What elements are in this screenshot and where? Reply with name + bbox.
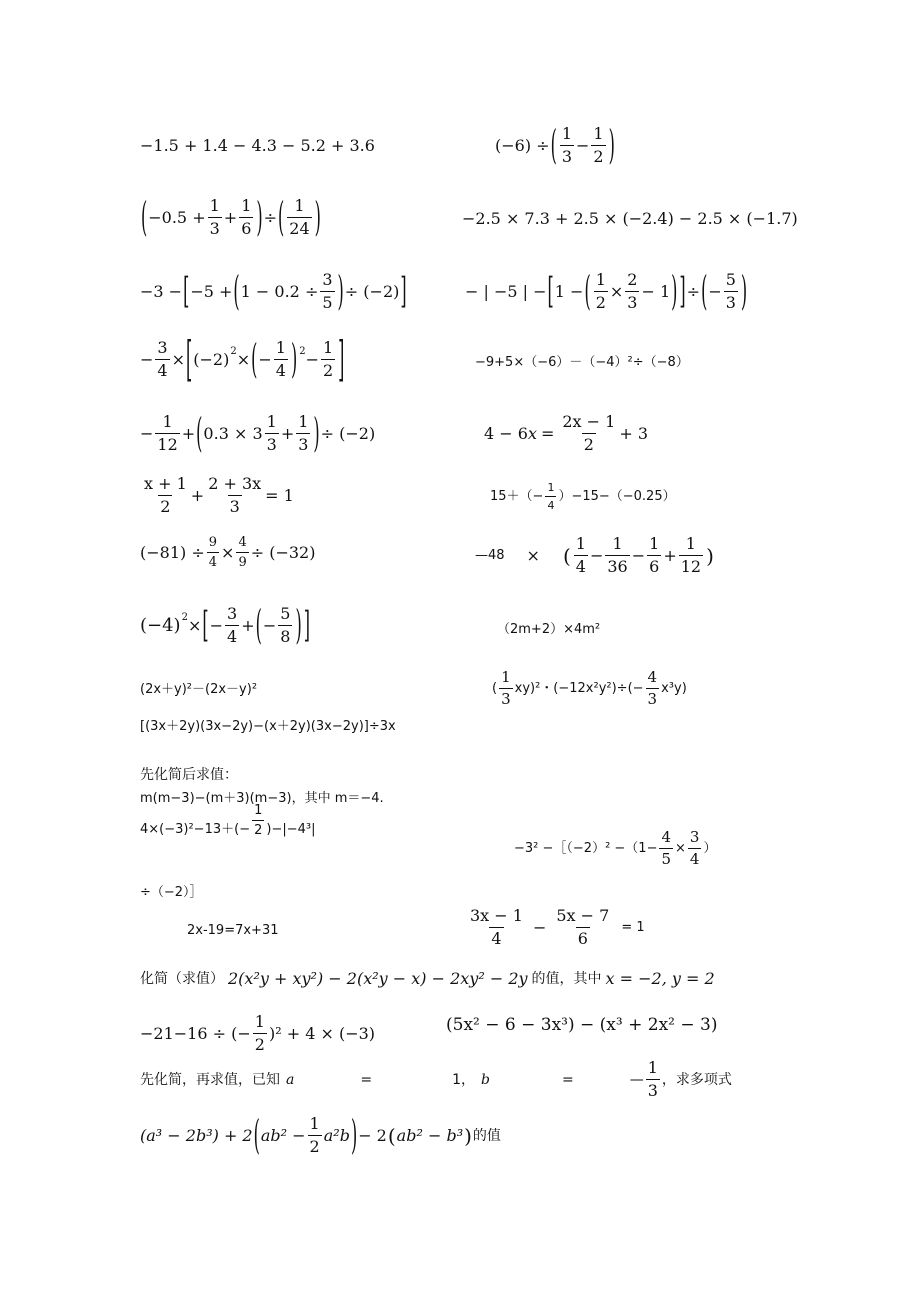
fraction: $\frac{1}{3}$ xyxy=(647,1058,658,1100)
bracket-right: ] xyxy=(400,269,407,312)
paren-right: ) xyxy=(608,120,615,168)
label-text: 的值 xyxy=(472,1127,501,1144)
fraction: $\frac{1}{4}$ xyxy=(547,481,555,512)
expr-text: 2(x²y + xy²) − 2(x²y − x) − 2xy² − 2y xyxy=(228,969,528,988)
operator: − xyxy=(532,917,547,937)
operator: − xyxy=(209,615,224,635)
bracket-right: ] xyxy=(679,269,686,312)
operator: × xyxy=(609,281,624,301)
operator: − xyxy=(708,281,722,301)
operator: × xyxy=(171,349,185,369)
paren-right: ) xyxy=(256,192,263,240)
value-text: 1， xyxy=(452,1071,476,1088)
fraction: $\frac{4}{9}$ xyxy=(238,535,247,570)
fraction: $\frac{1}{2}$ xyxy=(595,270,606,312)
exercise-15 xyxy=(140,600,311,648)
expr-text: ÷ (−2) xyxy=(320,423,376,443)
operator: + xyxy=(241,615,255,635)
expr-text: −3 − xyxy=(140,281,183,301)
expr-text: = 1 xyxy=(265,485,294,505)
operator: − xyxy=(305,349,319,369)
expr-text: （2m+2）×4m² xyxy=(497,622,601,637)
paren-left: ( xyxy=(584,266,591,314)
expr-text: (5x² − 6 − 3x³) − (x³ + 2x² − 3) xyxy=(446,1015,718,1035)
operator: = xyxy=(561,1071,574,1088)
operator: × xyxy=(187,615,202,635)
expr-text: a²b xyxy=(323,1125,350,1145)
expr-text: x³y) xyxy=(661,681,687,696)
exponent: 2 xyxy=(230,345,237,357)
paren-right: ) xyxy=(464,1123,472,1148)
expr-text: ab² − xyxy=(260,1125,306,1145)
exercise-23 xyxy=(187,924,279,937)
operator: = xyxy=(540,423,555,443)
operator: − xyxy=(262,615,277,635)
expr-text: − | −5 | − xyxy=(465,281,547,301)
paren-right: ) xyxy=(671,266,678,314)
expr-text: )² + 4 × (−3) xyxy=(268,1023,376,1043)
fraction: $\frac{4}{5}$ xyxy=(661,828,672,868)
exercise-19 xyxy=(140,720,396,733)
variable: a xyxy=(286,1071,295,1088)
exercise-1 xyxy=(140,138,375,154)
expr-text: —48 xyxy=(475,548,505,563)
paren-right: ) xyxy=(313,408,320,456)
fraction: $\frac{x + 1}{2}$ xyxy=(144,474,187,516)
exercise-11 xyxy=(140,476,294,515)
expr-text: − 1 xyxy=(641,281,671,301)
expr-text: −1.5 + 1.4 − 4.3 − 5.2 + 3.6 xyxy=(140,136,375,155)
expr-text: ab² − b³ xyxy=(396,1125,464,1145)
heading-text: 先化简后求值： xyxy=(140,767,238,783)
expr-text: 1 − xyxy=(554,281,584,301)
fraction: $\frac{9}{4}$ xyxy=(208,535,218,570)
exercise-24 xyxy=(466,908,645,947)
operator: + xyxy=(190,485,205,505)
paren-right: ) xyxy=(290,334,298,382)
exercise-27 xyxy=(446,1017,717,1034)
fraction: $\frac{5}{8}$ xyxy=(280,604,291,646)
paren-left: ( xyxy=(233,266,240,314)
exercise-18 xyxy=(492,670,687,707)
fraction: $\frac{1}{3}$ xyxy=(561,124,572,166)
expr-text: 4 − 6 xyxy=(484,423,528,443)
fraction: $\frac{3}{5}$ xyxy=(322,270,333,312)
label-text: ，求多项式 xyxy=(661,1071,732,1088)
expr-text: ） xyxy=(703,841,717,856)
exercise-29 xyxy=(140,1110,501,1158)
operator: × xyxy=(675,841,686,856)
expr-text: ）−15−（−0.25） xyxy=(558,489,676,504)
paren-left: ( xyxy=(387,1123,396,1148)
fraction: $\frac{1}{3}$ xyxy=(209,196,220,238)
expr-text: 15＋（− xyxy=(490,489,544,504)
operator: × xyxy=(236,349,251,369)
expr-text: (−6) ÷ xyxy=(495,135,550,155)
fraction: $\frac{1}{4}$ xyxy=(575,534,586,576)
paren-right: ) xyxy=(350,1110,358,1158)
variable: x xyxy=(527,423,537,443)
expr-text: −5 + xyxy=(190,281,233,301)
operator: + xyxy=(663,545,677,565)
paren-left: ( xyxy=(255,600,262,648)
operator: − xyxy=(140,423,154,443)
bracket-left: [ xyxy=(547,269,554,312)
expr-text: )−|−4³| xyxy=(266,822,316,837)
exponent: 2 xyxy=(181,611,188,623)
section-heading xyxy=(140,768,238,782)
variable: b xyxy=(481,1071,490,1088)
expr-text: + 3 xyxy=(619,423,649,443)
label-text: 化简（求值） xyxy=(140,971,224,987)
paren-left: ( xyxy=(141,192,148,240)
exercise-25 xyxy=(140,971,715,987)
expr-text: (−4) xyxy=(140,614,181,636)
fraction: $\frac{1}{2}$ xyxy=(254,803,263,838)
fraction: $\frac{2}{3}$ xyxy=(627,270,638,312)
fraction: $\frac{1}{3}$ xyxy=(298,412,309,454)
operator: − xyxy=(631,545,646,565)
exponent: 2 xyxy=(299,345,306,357)
exercise-28 xyxy=(140,1060,732,1099)
fraction: $\frac{1}{4}$ xyxy=(275,338,286,380)
operator: − xyxy=(140,349,154,369)
exercise-12 xyxy=(490,482,676,511)
expr-text: ÷（−2）］ xyxy=(140,885,203,900)
fraction: $\frac{1}{6}$ xyxy=(241,196,252,238)
label-text: 的值，其中 xyxy=(531,971,602,987)
expr-text: (2x＋y)²－(2x－y)² xyxy=(140,682,258,697)
expr-text: x = −2, y = 2 xyxy=(605,969,715,988)
expr-text: = 1 xyxy=(621,920,645,935)
operator: − xyxy=(258,349,272,369)
fraction: $\frac{5x - 7}{6}$ xyxy=(556,906,610,948)
expr-text: −2.5 × 7.3 + 2.5 × (−2.4) − 2.5 × (−1.7) xyxy=(462,209,798,228)
expr-text: 4×(−3)²−13＋(− xyxy=(140,822,251,837)
operator: ÷ xyxy=(686,281,701,301)
exercise-4 xyxy=(462,211,798,227)
fraction: $\frac{1}{6}$ xyxy=(649,534,660,576)
bracket-left: [ xyxy=(186,329,193,387)
exercise-8 xyxy=(475,356,689,369)
exercise-6 xyxy=(465,266,748,314)
operator: + xyxy=(280,423,295,443)
exercise-14 xyxy=(475,536,715,575)
operator: × xyxy=(221,542,235,562)
exercise-22-continued xyxy=(140,886,203,899)
exercise-5 xyxy=(140,266,408,314)
bracket-left: [ xyxy=(183,269,190,312)
paren-left: ( xyxy=(251,334,258,382)
fraction: $\frac{3x - 1}{4}$ xyxy=(470,906,523,948)
fraction: $\frac{1}{3}$ xyxy=(501,668,511,708)
exercise-17 xyxy=(140,683,257,696)
fraction: $\frac{1}{2}$ xyxy=(593,124,604,166)
fraction: $\frac{1}{12}$ xyxy=(157,412,178,454)
operator: ÷ xyxy=(263,207,278,227)
expr-text: m(m−3)−(m＋3)(m−3)，其中 m＝−4. xyxy=(140,791,384,806)
expr-text: 1 − 0.2 ÷ xyxy=(240,281,319,301)
exercise-9 xyxy=(140,408,376,456)
expr-text: − 2 xyxy=(358,1125,387,1145)
expr-text: (−81) ÷ xyxy=(140,542,205,562)
paren-left: ( xyxy=(278,192,285,240)
paren-right: ) xyxy=(740,266,748,314)
bracket-right: ] xyxy=(338,329,345,387)
fraction: $\frac{1}{2}$ xyxy=(322,338,334,380)
operator: × xyxy=(526,545,540,565)
expr-text: −21−16 ÷ (− xyxy=(140,1023,251,1043)
exercise-22 xyxy=(514,830,716,867)
expr-text: ( xyxy=(492,681,498,696)
operator: − xyxy=(589,545,604,565)
expr-text: 0.3 × 3 xyxy=(203,423,263,443)
fraction: $\frac{2 + 3x}{3}$ xyxy=(208,474,262,516)
label-text: 先化简，再求值，已知 xyxy=(140,1071,280,1088)
paren-right: ) xyxy=(295,600,302,648)
exercise-2 xyxy=(495,120,616,168)
fraction: $\frac{1}{36}$ xyxy=(607,534,628,576)
paren-left: ( xyxy=(701,266,708,314)
paren-right: ) xyxy=(337,266,344,314)
fraction: $\frac{4}{3}$ xyxy=(647,668,658,708)
exercise-10 xyxy=(484,414,648,453)
fraction: $\frac{3}{4}$ xyxy=(689,828,700,868)
expr-text: −3² −［（−2）² −（1− xyxy=(514,841,658,856)
fraction: $\frac{2x - 1}{2}$ xyxy=(562,412,616,454)
exercise-7 xyxy=(140,329,345,387)
paren-left: ( xyxy=(562,543,571,568)
exercise-26 xyxy=(140,1014,375,1053)
fraction: $\frac{3}{4}$ xyxy=(227,604,238,646)
operator: + xyxy=(181,423,196,443)
paren-left: ( xyxy=(253,1110,260,1158)
exercise-13 xyxy=(140,536,315,569)
expr-text: ÷ (−2) xyxy=(344,281,400,301)
operator: + xyxy=(223,207,238,227)
expr-text: ÷ (−32) xyxy=(250,542,316,562)
paren-left: ( xyxy=(550,120,557,168)
paren-left: ( xyxy=(196,408,203,456)
fraction: $\frac{1}{2}$ xyxy=(254,1012,265,1054)
expr-text: (a³ − 2b³) + 2 xyxy=(140,1125,253,1145)
paren-right: ) xyxy=(706,543,714,568)
operator: − xyxy=(576,135,590,155)
expr-text: 2x-19=7x+31 xyxy=(187,923,279,938)
bracket-right: ] xyxy=(303,603,310,646)
bracket-left: [ xyxy=(202,603,209,646)
paren-right: ) xyxy=(314,192,321,240)
exercise-16 xyxy=(497,623,600,636)
fraction: $\frac{1}{3}$ xyxy=(266,412,277,454)
fraction: $\frac{1}{12}$ xyxy=(680,534,702,576)
exercise-21 xyxy=(140,803,316,838)
operator: — xyxy=(629,1071,644,1088)
expr-text: −9+5×（−6）－（−4）²÷（−8） xyxy=(475,355,689,370)
expr-text: [(3x＋2y)(3x−2y)−(x＋2y)(3x−2y)]÷3x xyxy=(140,719,396,734)
fraction: $\frac{5}{3}$ xyxy=(725,270,736,312)
fraction: $\frac{3}{4}$ xyxy=(157,338,168,380)
fraction: $\frac{1}{2}$ xyxy=(309,1114,320,1156)
operator: = xyxy=(360,1071,373,1088)
fraction: $\frac{1}{24}$ xyxy=(289,196,310,238)
expr-text: xy)²・(−12x²y²)÷(− xyxy=(514,681,644,696)
expr-text: (−2) xyxy=(193,349,230,369)
exercise-3 xyxy=(140,192,322,240)
expr-text: −0.5 + xyxy=(148,207,206,227)
